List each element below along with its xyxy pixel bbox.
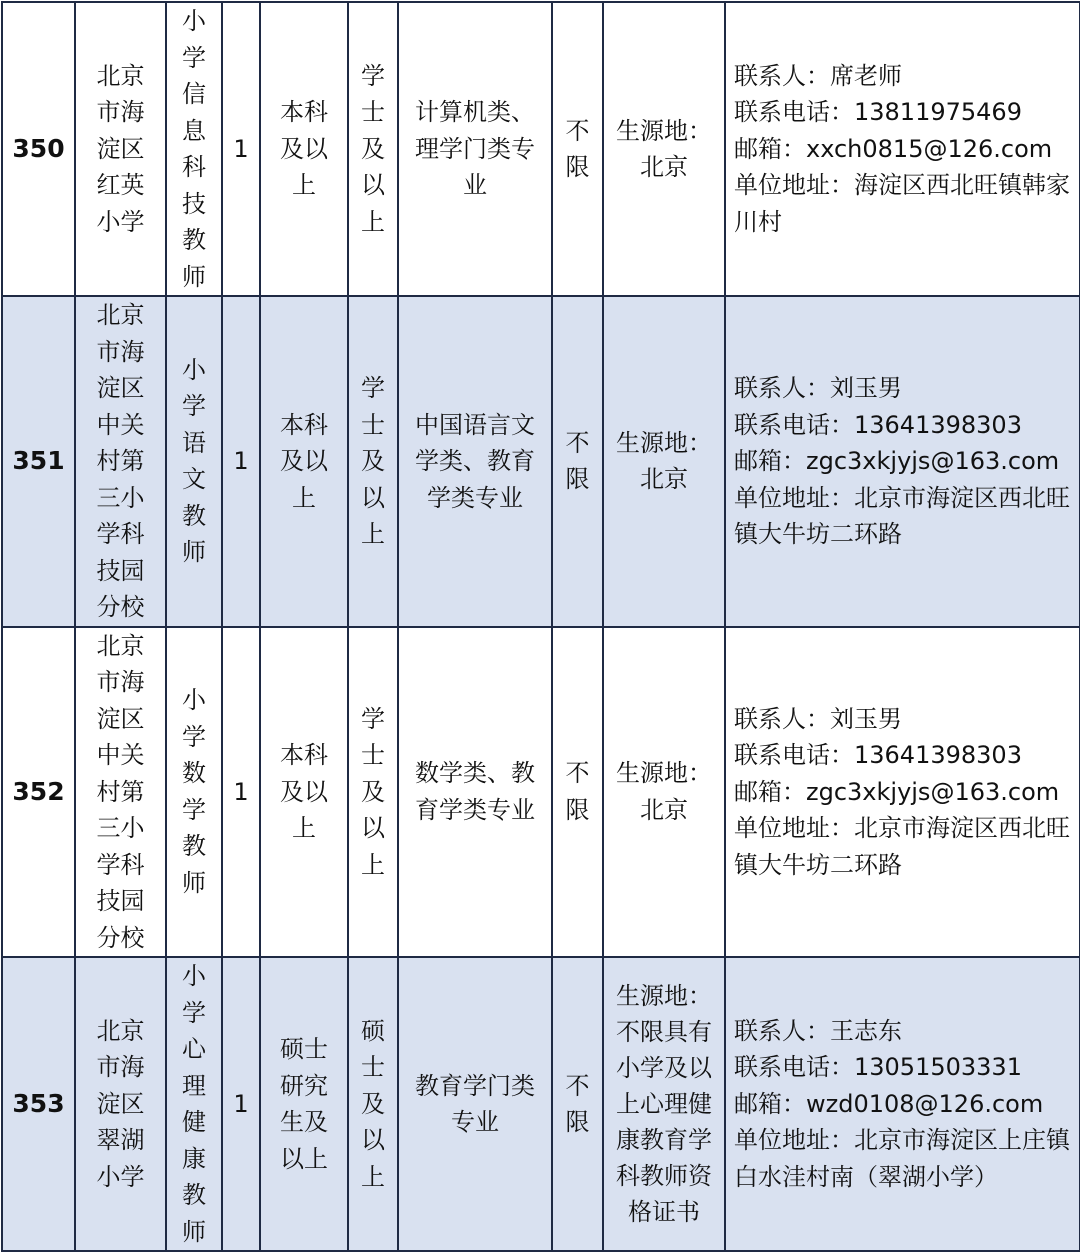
other-requirement <box>603 627 725 958</box>
age-text: 不限 <box>565 428 590 494</box>
position-name <box>166 957 222 1251</box>
degree-requirement <box>348 2 398 296</box>
education-text: 本科及以上 <box>280 410 328 512</box>
major-text: 数学类、教育学类专业 <box>415 759 535 824</box>
other-text: 生源地：不限具有小学及以上心理健康教育学科教师资格证书 <box>616 981 712 1226</box>
contact-email: 邮箱：xxch0815@126.com <box>734 134 1053 163</box>
table-row <box>2 627 1080 958</box>
unit-address: 单位地址：北京市海淀区上庄镇白水洼村南（翠湖小学） <box>734 1126 1070 1191</box>
contact-phone: 联系电话：13051503331 <box>734 1053 1022 1082</box>
other-text: 生源地：北京 <box>616 759 712 824</box>
table-row <box>2 2 1080 296</box>
position-name <box>166 2 222 296</box>
position-code: 351 <box>2 296 75 627</box>
contact-person: 联系人：席老师 <box>734 61 902 90</box>
contact-phone: 联系电话：13641398303 <box>734 410 1022 439</box>
education-requirement <box>260 627 348 958</box>
degree-text: 学士及以上 <box>361 704 385 879</box>
hiring-unit-text: 北京市海淀区中关村第三小学科技园分校 <box>96 631 145 952</box>
major-requirement <box>398 957 552 1251</box>
hiring-unit-text: 北京市海淀区翠湖小学 <box>96 1016 145 1191</box>
job-listing-table <box>1 1 1080 1252</box>
age-text: 不限 <box>565 1071 590 1136</box>
unit-address: 单位地址：海淀区西北旺镇韩家川村 <box>734 171 1070 236</box>
other-requirement <box>603 2 725 296</box>
contact-email: 邮箱：zgc3xkjyjs@163.com <box>734 447 1060 475</box>
age-requirement <box>552 957 603 1251</box>
hiring-count: 1 <box>222 627 260 958</box>
contact-info <box>725 957 1080 1251</box>
other-requirement <box>603 296 725 627</box>
age-text: 不限 <box>565 116 590 181</box>
unit-address: 单位地址：北京市海淀区西北旺镇大牛坊二环路 <box>734 814 1070 879</box>
hiring-unit-text: 北京市海淀区中关村第三小学科技园分校 <box>96 301 145 621</box>
major-text: 中国语言文学类、教育学类专业 <box>415 410 535 512</box>
degree-requirement <box>348 296 398 627</box>
hiring-unit <box>75 296 166 627</box>
contact-person: 联系人：刘玉男 <box>734 704 902 733</box>
degree-text: 学士及以上 <box>361 374 385 548</box>
hiring-unit <box>75 627 166 958</box>
hiring-count: 1 <box>222 957 260 1251</box>
contact-phone: 联系电话：13811975469 <box>734 98 1022 127</box>
position-name-text: 小学语文教师 <box>182 355 206 567</box>
age-requirement <box>552 296 603 627</box>
major-requirement <box>398 296 552 627</box>
contact-person: 联系人：王志东 <box>734 1016 902 1045</box>
degree-text: 硕士及以上 <box>361 1016 385 1191</box>
contact-phone: 联系电话：13641398303 <box>734 741 1022 769</box>
position-name <box>166 296 222 627</box>
education-requirement <box>260 296 348 627</box>
age-text: 不限 <box>565 759 590 824</box>
other-text: 生源地：北京 <box>616 428 712 494</box>
degree-requirement <box>348 627 398 958</box>
table-row <box>2 296 1080 627</box>
contact-email: 邮箱：zgc3xkjyjs@163.com <box>734 777 1060 806</box>
education-requirement <box>260 957 348 1251</box>
position-code: 350 <box>2 2 75 296</box>
education-requirement <box>260 2 348 296</box>
major-text: 教育学门类专业 <box>415 1071 535 1136</box>
hiring-unit-text: 北京市海淀区红英小学 <box>96 61 145 236</box>
contact-info <box>725 627 1080 958</box>
education-text: 本科及以上 <box>280 741 328 842</box>
degree-requirement <box>348 957 398 1251</box>
position-name-text: 小学信息科技教师 <box>182 7 206 291</box>
unit-address: 单位地址：北京市海淀区西北旺镇大牛坊二环路 <box>734 483 1070 548</box>
other-requirement <box>603 957 725 1251</box>
age-requirement <box>552 627 603 958</box>
degree-text: 学士及以上 <box>361 61 385 236</box>
other-text: 生源地：北京 <box>616 116 712 181</box>
major-requirement <box>398 627 552 958</box>
contact-info <box>725 2 1080 296</box>
position-code: 353 <box>2 957 75 1251</box>
contact-person: 联系人：刘玉男 <box>734 374 902 402</box>
education-text: 本科及以上 <box>280 98 328 200</box>
position-code: 352 <box>2 627 75 958</box>
education-text: 硕士研究生及以上 <box>280 1035 328 1173</box>
major-requirement <box>398 2 552 296</box>
position-name-text: 小学数学教师 <box>182 686 206 897</box>
hiring-count: 1 <box>222 296 260 627</box>
contact-email: 邮箱：wzd0108@126.com <box>734 1089 1044 1118</box>
age-requirement <box>552 2 603 296</box>
table-row <box>2 957 1080 1251</box>
hiring-unit <box>75 957 166 1251</box>
contact-info <box>725 296 1080 627</box>
hiring-count: 1 <box>222 2 260 296</box>
position-name <box>166 627 222 958</box>
position-name-text: 小学心理健康教师 <box>182 962 206 1246</box>
hiring-unit <box>75 2 166 296</box>
major-text: 计算机类、理学门类专业 <box>415 98 535 200</box>
